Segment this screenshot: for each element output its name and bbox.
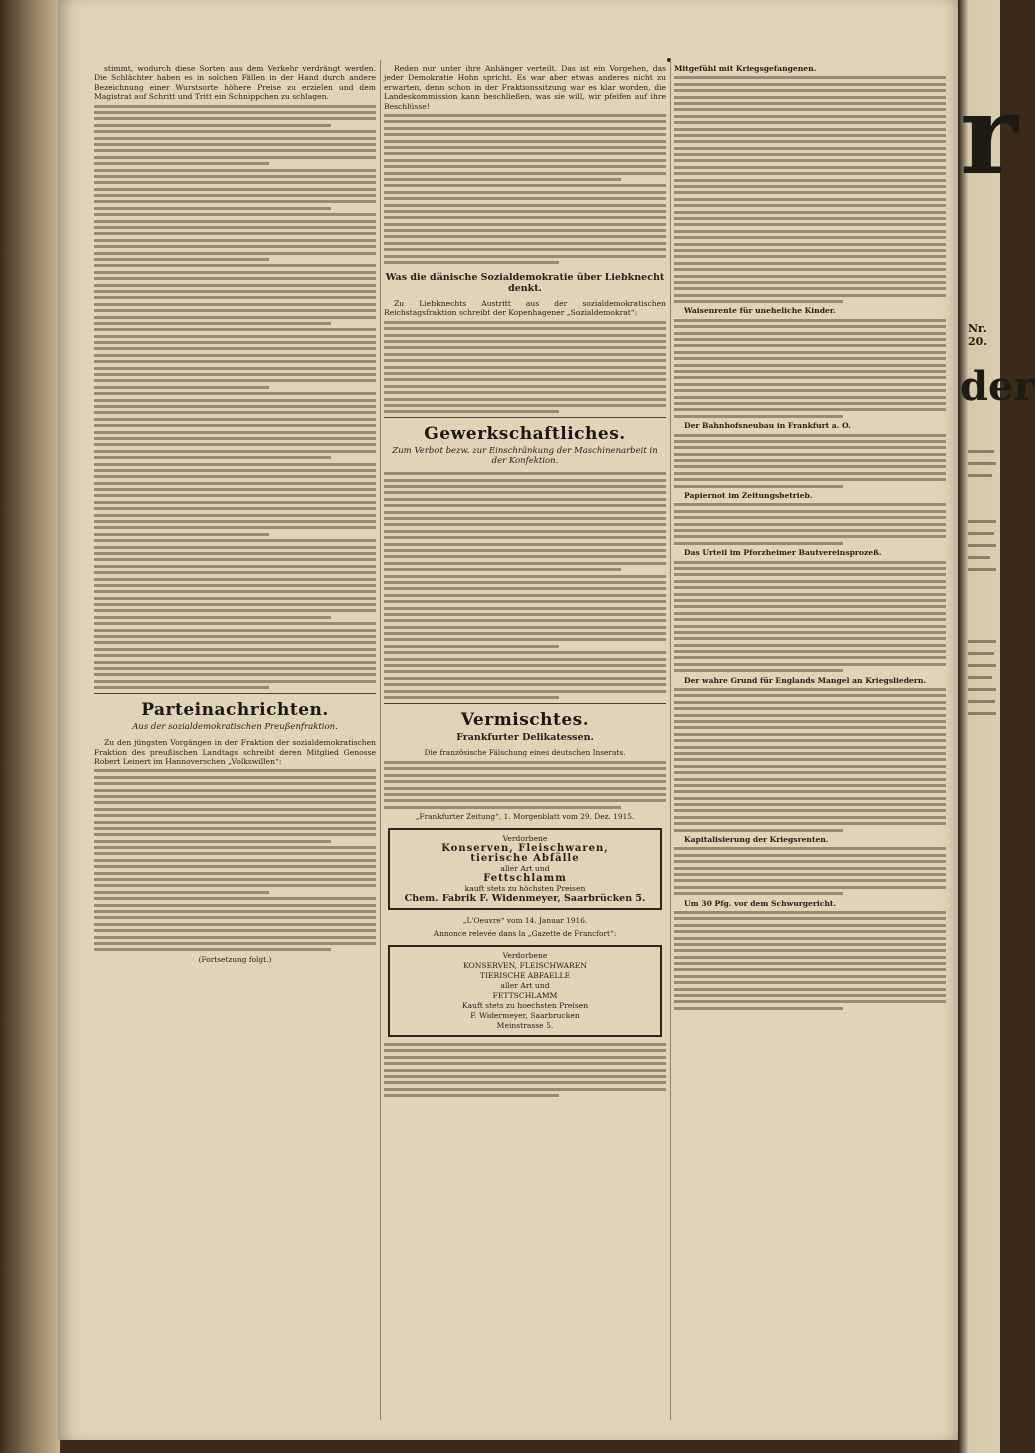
col2-headline-liebknecht: Was die dänische Sozialdemokratie über Liebknecht denkt. bbox=[385, 272, 665, 295]
next-page-number: Nr. 20. bbox=[968, 322, 988, 348]
ad2-line4: aller Art und bbox=[500, 981, 550, 991]
ad2-line5: FETTSCHLAMM bbox=[492, 991, 558, 1001]
col3-heading-8: Um 30 Pfg. vor dem Schwurgericht. bbox=[684, 898, 837, 908]
advertisement-german bbox=[388, 828, 662, 910]
ad1-line1: Verdorbene bbox=[502, 834, 548, 844]
col2-liebknecht-intro: Zu Liebknechts Austritt aus der sozialdemokratischen Reichstagsfraktion schreibt der Kopenhagener „Sozialdemokrat“: bbox=[384, 299, 666, 318]
col1-footer: (Fortsetzung folgt.) bbox=[198, 954, 272, 964]
col2-divider-1 bbox=[384, 417, 666, 418]
col1-intro: stimmt, wodurch diese Sorten aus dem Verkehr verdrängt werden. Die Schlächter haben es in solchen Fällen in der Hand durch andere Bezeichnung einer Wurstsorte höhere Preise zu erzielen und dem Magistrat auf Schritt und Tritt ein Schnippchen zu schlagen. bbox=[94, 64, 376, 102]
col2-oeuvre-line: „L'Oeuvre“ vom 14. Januar 1916. bbox=[462, 916, 588, 926]
col1-divider bbox=[94, 693, 376, 694]
column-rule-1 bbox=[380, 60, 381, 1420]
col2-annonce-line: Annonce relevée dans la „Gazette de Francfort“: bbox=[433, 929, 617, 939]
col1-section-subtitle: Aus der sozialdemokratischen Preußenfraktion. bbox=[132, 722, 338, 733]
ad2-line8: Meinstrasse 5. bbox=[496, 1021, 554, 1031]
col3-heading-5: Das Urteil im Pforzheimer Bautvereinsprozeß. bbox=[684, 548, 882, 558]
next-page-large-letter: r bbox=[960, 70, 1018, 199]
ad1-line5: Fettschlamm bbox=[483, 873, 567, 885]
col2-vermischtes-subtitle: Frankfurter Delikatessen. bbox=[456, 731, 594, 743]
col1-section-text: Zu den jüngsten Vorgängen in der Fraktion der sozialdemokratischen Fraktion des preußischen Landtags schreibt deren Mitglied Genosse Robert Leinert im Hannoverschen „Volkswillen“: bbox=[94, 738, 376, 766]
ad2-line7: F. Widermeyer, Saarbrucken bbox=[470, 1011, 580, 1021]
col2-gewerkschaft-title: Gewerkschaftliches. bbox=[424, 424, 626, 445]
ad2-line3: TIERISCHE ABFAELLE bbox=[479, 971, 571, 981]
col2-divider-2 bbox=[384, 703, 666, 704]
ad1-line3: tierische Abfälle bbox=[470, 853, 580, 865]
ad1-line4: aller Art und bbox=[500, 864, 550, 874]
col3-heading-2: Waisenrente für uneheliche Kinder. bbox=[684, 306, 836, 316]
col2-intro: Reden nur unter ihre Anhänger verteilt. Das ist ein Vorgehen, das jeder Demokratie Hohn spricht. Es war aber etwas anderes nicht zu erwarten, denn schon in der Fraktionssitzung war es klar worden, die Landeskommission kann beschließen, was sie will, wir pfeifen auf ihre Beschlüsse! bbox=[384, 64, 666, 111]
next-page-fragment: der bbox=[960, 363, 1035, 410]
col3-heading-7: Kapitalisierung der Kriegsrenten. bbox=[684, 835, 829, 845]
col3-heading-3: Der Bahnhofsneubau in Frankfurt a. O. bbox=[684, 421, 851, 431]
column-rule-2 bbox=[670, 60, 671, 1420]
ad2-line1: Verdorbene bbox=[502, 951, 548, 961]
col3-heading-1: Mitgefühl mit Kriegsgefangenen. bbox=[674, 64, 817, 73]
col2-vermischtes-subtitle2: Die französische Fälschung eines deutschen Inserats. bbox=[424, 747, 626, 757]
col3-heading-4: Papiernot im Zeitungsbetrieb. bbox=[684, 491, 813, 501]
ad2-line6: Kauft stets zu hoechsten Preisen bbox=[461, 1001, 589, 1011]
col2-vermischtes-title: Vermischtes. bbox=[460, 709, 590, 730]
advertisement-french bbox=[388, 945, 662, 1037]
column-2 bbox=[384, 64, 666, 1404]
book-spine-left bbox=[0, 0, 60, 1453]
col2-vermischtes-source: „Frankfurter Zeitung“, 1. Morgenblatt vom 29. Dez. 1915. bbox=[415, 812, 635, 822]
newspaper-page bbox=[58, 0, 958, 1440]
col1-section-title: Parteinachrichten. bbox=[141, 700, 329, 721]
ad2-line2: KONSERVEN, FLEISCHWAREN bbox=[463, 961, 587, 971]
col3-heading-6: Der wahre Grund für Englands Mangel an Kriegsliedern. bbox=[684, 675, 927, 685]
column-1 bbox=[94, 64, 376, 1404]
column-3 bbox=[674, 64, 946, 1404]
next-page-edge bbox=[958, 0, 1035, 1453]
ad1-line2: Konserven, Fleischwaren, bbox=[441, 843, 609, 855]
ad1-company: Chem. Fabrik F. Widenmeyer, Saarbrücken 5. bbox=[404, 893, 646, 905]
ad1-line6: kauft stets zu höchsten Preisen bbox=[464, 884, 586, 894]
col2-gewerkschaft-subtitle: Zum Verbot bezw. zur Einschränkung der Maschinenarbeit in der Konfektion. bbox=[392, 446, 658, 467]
